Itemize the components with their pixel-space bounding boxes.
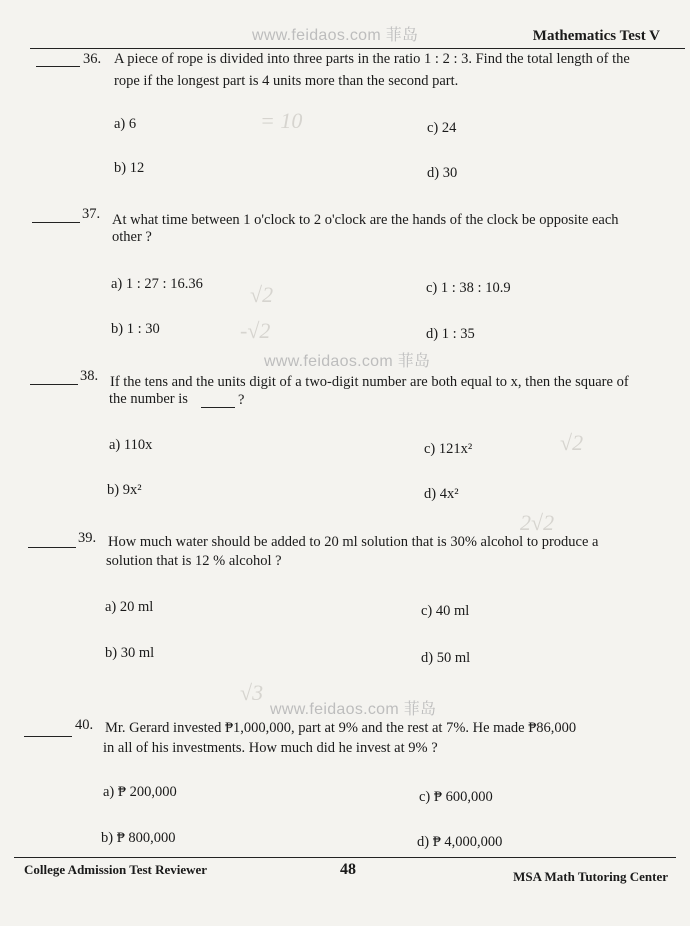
answer-blank[interactable] [32,208,80,223]
footer-rule [14,857,676,858]
question-number: 39. [78,530,97,546]
option-a[interactable]: a) 20 ml [105,599,154,615]
option-a[interactable]: a) 110x [109,437,153,453]
question-text-line: How much water should be added to 20 ml solution that is 30% alcohol to produce a [108,534,599,550]
option-d[interactable]: d) ₱ 4,000,000 [417,834,503,850]
option-a[interactable]: a) 6 [114,116,137,132]
show-through-mark: √2 [250,282,274,307]
question-text-line: other ? [112,229,152,245]
option-d[interactable]: d) 1 : 35 [426,326,475,342]
question-text-line: in all of his investments. How much did he invest at 9% ? [103,740,438,756]
header-rule [30,48,685,49]
question-text-mark: ? [238,392,245,408]
question-text-line: If the tens and the units digit of a two-digit number are both equal to x, then the square of [110,374,629,390]
question-text-line: the number is [109,391,188,407]
show-through-mark: √3 [240,680,264,705]
question-number: 38. [80,368,99,384]
option-d[interactable]: d) 50 ml [421,650,471,666]
show-through-mark: = 10 [260,108,303,133]
option-b[interactable]: b) 12 [114,160,145,176]
watermark-lower: www.feidaos.com 菲岛 [270,701,437,718]
show-through-mark: -√2 [240,318,271,343]
answer-blank[interactable] [28,533,76,548]
option-b[interactable]: b) 9x² [107,482,142,498]
answer-blank[interactable] [24,722,72,737]
question-text-line: solution that is 12 % alcohol ? [106,553,282,569]
page-header-title: Mathematics Test V [532,28,660,44]
question-number: 40. [75,717,94,733]
question-number: 36. [83,51,102,67]
option-c[interactable]: c) 1 : 38 : 10.9 [426,280,511,296]
option-a[interactable]: a) 1 : 27 : 16.36 [111,276,203,292]
answer-blank[interactable] [30,370,78,385]
show-through-mark: √2 [560,430,584,455]
option-c[interactable]: c) 24 [427,120,457,136]
fill-in-blank[interactable] [201,393,235,408]
page-number: 48 [340,861,356,878]
question-text-line: Mr. Gerard invested ₱1,000,000, part at 9% and the rest at 7%. He made ₱86,000 [105,720,577,736]
option-b[interactable]: b) 1 : 30 [111,321,160,337]
option-c[interactable]: c) 121x² [424,441,473,457]
option-a[interactable]: a) ₱ 200,000 [103,784,177,800]
watermark-top: www.feidaos.com 菲岛 [252,27,419,44]
question-number: 37. [82,206,101,222]
show-through-mark: 2√2 [520,510,555,535]
answer-blank[interactable] [36,52,80,67]
option-d[interactable]: d) 4x² [424,486,459,502]
question-text-line: At what time between 1 o'clock to 2 o'clock are the hands of the clock be opposite each [112,212,619,228]
option-b[interactable]: b) 30 ml [105,645,155,661]
question-text-line: A piece of rope is divided into three parts in the ratio 1 : 2 : 3. Find the total length of the [114,51,630,67]
option-c[interactable]: c) 40 ml [421,603,470,619]
option-b[interactable]: b) ₱ 800,000 [101,830,176,846]
footer-publisher: MSA Math Tutoring Center [513,869,668,884]
footer-book-title: College Admission Test Reviewer [24,862,208,877]
question-text-line: rope if the longest part is 4 units more than the second part. [114,73,459,89]
option-c[interactable]: c) ₱ 600,000 [419,789,493,805]
watermark-middle: www.feidaos.com 菲岛 [264,353,431,370]
option-d[interactable]: d) 30 [427,165,458,181]
